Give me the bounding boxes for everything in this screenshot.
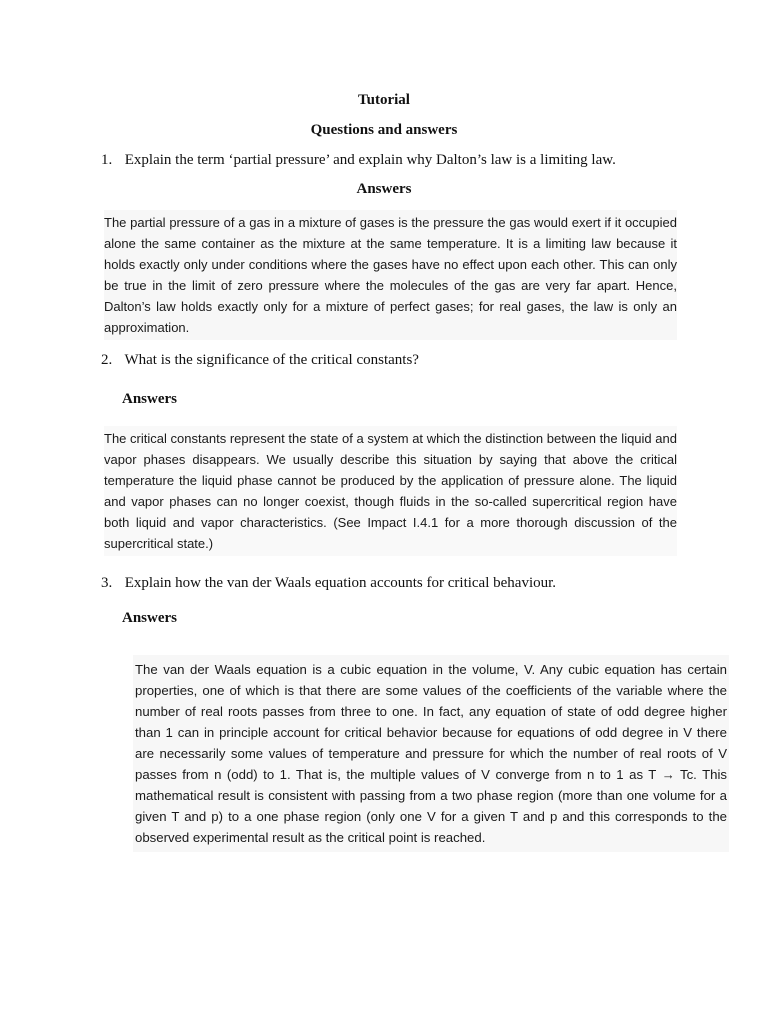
answer-3: The van der Waals equation is a cubic equation in the volume, V. Any cubic equation has certain properties, one of which is that there are some values of the coefficients of the variable where the number of real roots passes from three to one. In fact, any equation of state of odd degree higher than 1 can in principle account for critical behavior because for equations of odd degree in V there are necessarily some values of temperature and pressure for which the number of real roots of V passes from n (odd) to 1. That is, the multiple values of V converge from n to 1 as T → Tc. This mathematical result is consistent with passing from a two phase region (more than one volume for a given T and p) to a one phase region (only one V for a given T and p and this corresponds to the observed experimental result as the critical point is reached. <box>133 655 729 852</box>
answer-2: The critical constants represent the state of a system at which the distinction between the liquid and vapor phases disappears. We usually describe this situation by saying that above the critical temperature the liquid phase cannot be produced by the application of pressure alone. The liquid and vapor phases can no longer coexist, though fluids in the so-called supercritical region have both liquid and vapor characteristics. (See Impact I.4.1 for a more thorough discussion of the supercritical state.) <box>104 426 677 556</box>
page-subtitle: Questions and answers <box>310 122 458 138</box>
question-2 <box>101 352 419 369</box>
answers-heading-2: Answers <box>122 391 177 407</box>
question-number: 1. <box>101 152 113 168</box>
question-text: What is the significance of the critical constants? <box>124 352 419 368</box>
question-number: 2. <box>101 352 113 368</box>
question-1 <box>101 152 616 169</box>
question-number: 3. <box>101 575 113 591</box>
question-text: Explain the term ‘partial pressure’ and explain why Dalton’s law is a limiting law. <box>124 152 616 168</box>
answers-heading-1: Answers <box>356 181 412 197</box>
question-3 <box>101 575 556 592</box>
answer-1: The partial pressure of a gas in a mixture of gases is the pressure the gas would exert if it occupied alone the same container as the mixture at the same temperature. It is a limiting law because it holds exactly only under conditions where the gases have no effect upon each other. This can only be true in the limit of zero pressure where the molecules of the gas are very far apart. Hence, Dalton’s law holds exactly only for a mixture of perfect gases; for real gases, the law is only an approximation. <box>104 210 677 340</box>
answers-heading-3: Answers <box>122 610 177 626</box>
question-text: Explain how the van der Waals equation accounts for critical behaviour. <box>124 575 557 591</box>
page-title: Tutorial <box>358 92 410 108</box>
